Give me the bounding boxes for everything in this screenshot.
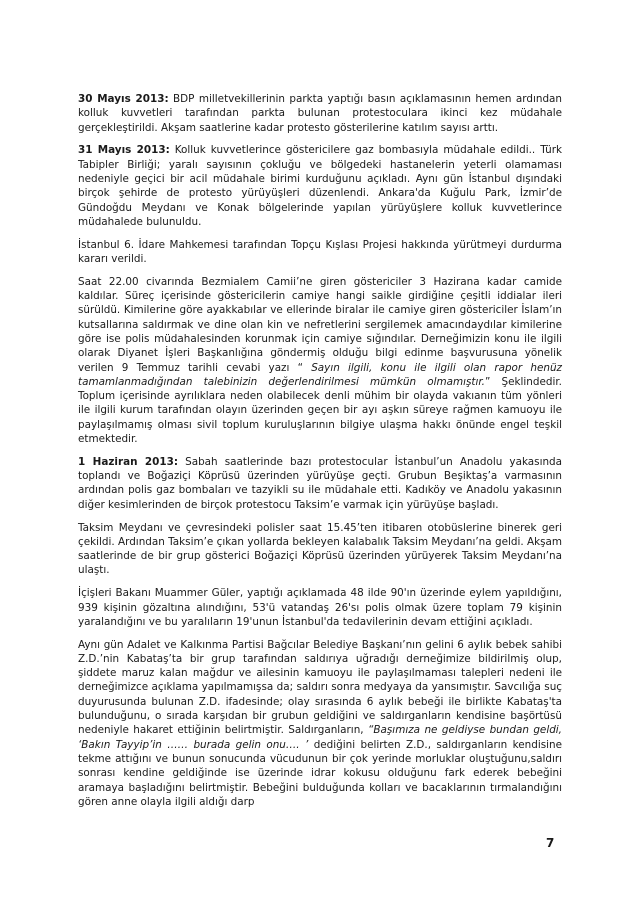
paragraph-interior-minister (78, 586, 562, 629)
paragraph-date: 30 Mayıs 2013: (78, 93, 169, 105)
paragraph-text: BDP milletvekillerinin parkta yaptığı basın açıklamasının hemen ardından kolluk kuvvetleri tarafından parkta bulunan protestoculara ikinci kez müdahale gerçekleştirildi. Akşam saatlerine kadar protesto gösterilerine katılım sayısı arttı. (78, 93, 562, 134)
paragraph-may-31 (78, 143, 562, 229)
quoted-reply: Sayın ilgili, konu ile ilgili olan rapor henüz tamamlanmadığından talebinizin değerlendirilmesi mümkün olmamıştır. (78, 361, 562, 388)
paragraph-text-tail: dediğini belirten Z.D., saldırganların kendisine tekme attığını ve bunun sonucunda vücudunun bir çok yerinde morluklar oluştuğunu,saldırı sonrası kendine geldiğinde ise üzerinde idrar kokusu olduğunu fark ederek bebeğini aramaya başladığını belirtmiştir. Bebeğini bulduğunda kolları ve bacaklarının tırmalandığını gören anne olayla ilgili aldığı darp (78, 738, 562, 808)
paragraph-date: 31 Mayıs 2013: (78, 144, 170, 157)
paragraph-text: Sabah saatlerinde bazı protestocular İstanbul’un Anadolu yakasında toplandı ve Boğaziçi Köprüsü üzerinden yürüyüşe geçti. Grubun Beşiktaş’a varmasının ardından polis gaz bombaları ve tazyikli su ile müdahale etti. Kadıköy ve Anadolu yakasının diğer kesimlerinden de birçok protestocu Taksim’e varmak için yürüyüşe başladı. (78, 455, 563, 511)
paragraph-date: 1 Haziran 2013: (78, 455, 178, 468)
paragraph-text: Aynı gün Adalet ve Kalkınma Partisi Bağcılar Belediye Başkanı’nın gelini 6 aylık bebek sahibi Z.D.’nin Kabataş’ta bir grup tarafından saldırıya uğradığı derneğimize bildirilmiş olup, şiddete maruz kalan mağdur ve ailesinin kamuoyu ile paylaşılmaması talepleri nedeni ile derneğimizce açıklama yapılmamışsa da; saldırı sonra medyaya da yansımıştır. Savcılığa suç duyurusunda bulunan Z.D. ifadesinde; olay sırasında 6 aylık bebeği ile birlikte Kabataş'ta bulunduğunu, o sırada karşıdan bir grubun geldiğini ve saldırganların kendisine başörtüsü nedeniyle hakaret ettiğinin belirtmiştir. Saldırganların, (78, 638, 562, 737)
paragraph-court-decision (78, 238, 562, 267)
paragraph-may-30 (78, 92, 562, 135)
paragraph-june-1 (78, 455, 562, 512)
page-number: 7 (546, 836, 555, 850)
page-body (78, 92, 562, 818)
quoted-statement: “Başımıza ne geldiyse bundan geldi, ‘Bakın Tayyip’in …… burada gelin onu…. ’ (78, 724, 562, 751)
paragraph-text-tail: ” Şeklindedir. Toplum içerisinde ayrılıklara neden olabilecek denli mühim bir olayda vakıanın tüm yönleri ile ilgili kurum tarafından olayın üzerinden geçen bir ayı aşkın süreye rağmen kamuoyu ile paylaşılmamış olması sivil toplum kuruluşlarının bilgiye ulaşma hakkı önünde engel teşkil etmektedir. (78, 375, 562, 446)
paragraph-text: İçişleri Bakanı Muammer Güler, yaptığı açıklamada 48 ilde 90'ın üzerinde eylem yapıldığını, 939 kişinin gözaltına alındığını, 53'ü vatandaş 26'sı polis olmak üzere toplam 79 kişinin yaralandığını ve bu yaralıların 19'unun İstanbul'da tedavilerinin devam ettiğini açıkladı. (78, 587, 562, 628)
paragraph-bezmialem-mosque (78, 275, 562, 447)
paragraph-kabatas-incident (78, 638, 562, 810)
paragraph-text: Taksim Meydanı ve çevresindeki polisler saat 15.45’ten itibaren otobüslerine binerek geri çekildi. Ardından Taksim’e çıkan yollarda bekleyen kalabalık Taksim Meydanı’na geldi. Akşam saatlerinde de bir grup gösterici Boğaziçi Köprüsü üzerinden yürüyerek Taksim Meydanı’na ulaştı. (78, 521, 562, 577)
paragraph-text: Saat 22.00 civarında Bezmialem Camii’ne giren göstericiler 3 Hazirana kadar camide kaldılar. Süreç içerisinde göstericilerin camiye hangi saikle girdiğine çeşitli iddialar ileri sürüldü. Kimilerine göre ayakkabılar ve ellerinde biralar ile camiye giren göstericiler İslam’ın kutsallarına saldırmak ve dine olan kin ve nefretlerini sergilemek amacındaydılar kimilerine göre ise polis müdahalesinden korunmak için camiye sığındılar. Derneğimizin konu ile ilgili olarak Diyanet İşleri Başkanlığına göndermiş olduğu bilgi edinme başvurusuna yönelik verilen 9 Temmuz tarihli cevabi yazı “ (78, 275, 562, 374)
paragraph-taksim-withdrawal (78, 521, 562, 578)
paragraph-text: Kolluk kuvvetlerince göstericilere gaz bombasıyla müdahale edildi.. Türk Tabipler Birliği; yaralı sayısının çokluğu ve bölgedeki hastanelerin yeterli olamaması nedeniyle geçici bir acil müdahale birimi kurduğunu açıkladı. Aynı gün İstanbul dışındaki birçok şehirde de protesto yürüyüşleri düzenlendi. Ankara'da Kuğulu Park, İzmir’de Gündoğdu Meydanı ve Konak bölgelerinde yapılan yürüyüşlere kolluk kuvvetlerince müdahalede bulunuldu. (78, 144, 562, 228)
paragraph-text: İstanbul 6. İdare Mahkemesi tarafından Topçu Kışlası Projesi hakkında yürütmeyi durdurma kararı verildi. (78, 238, 562, 265)
